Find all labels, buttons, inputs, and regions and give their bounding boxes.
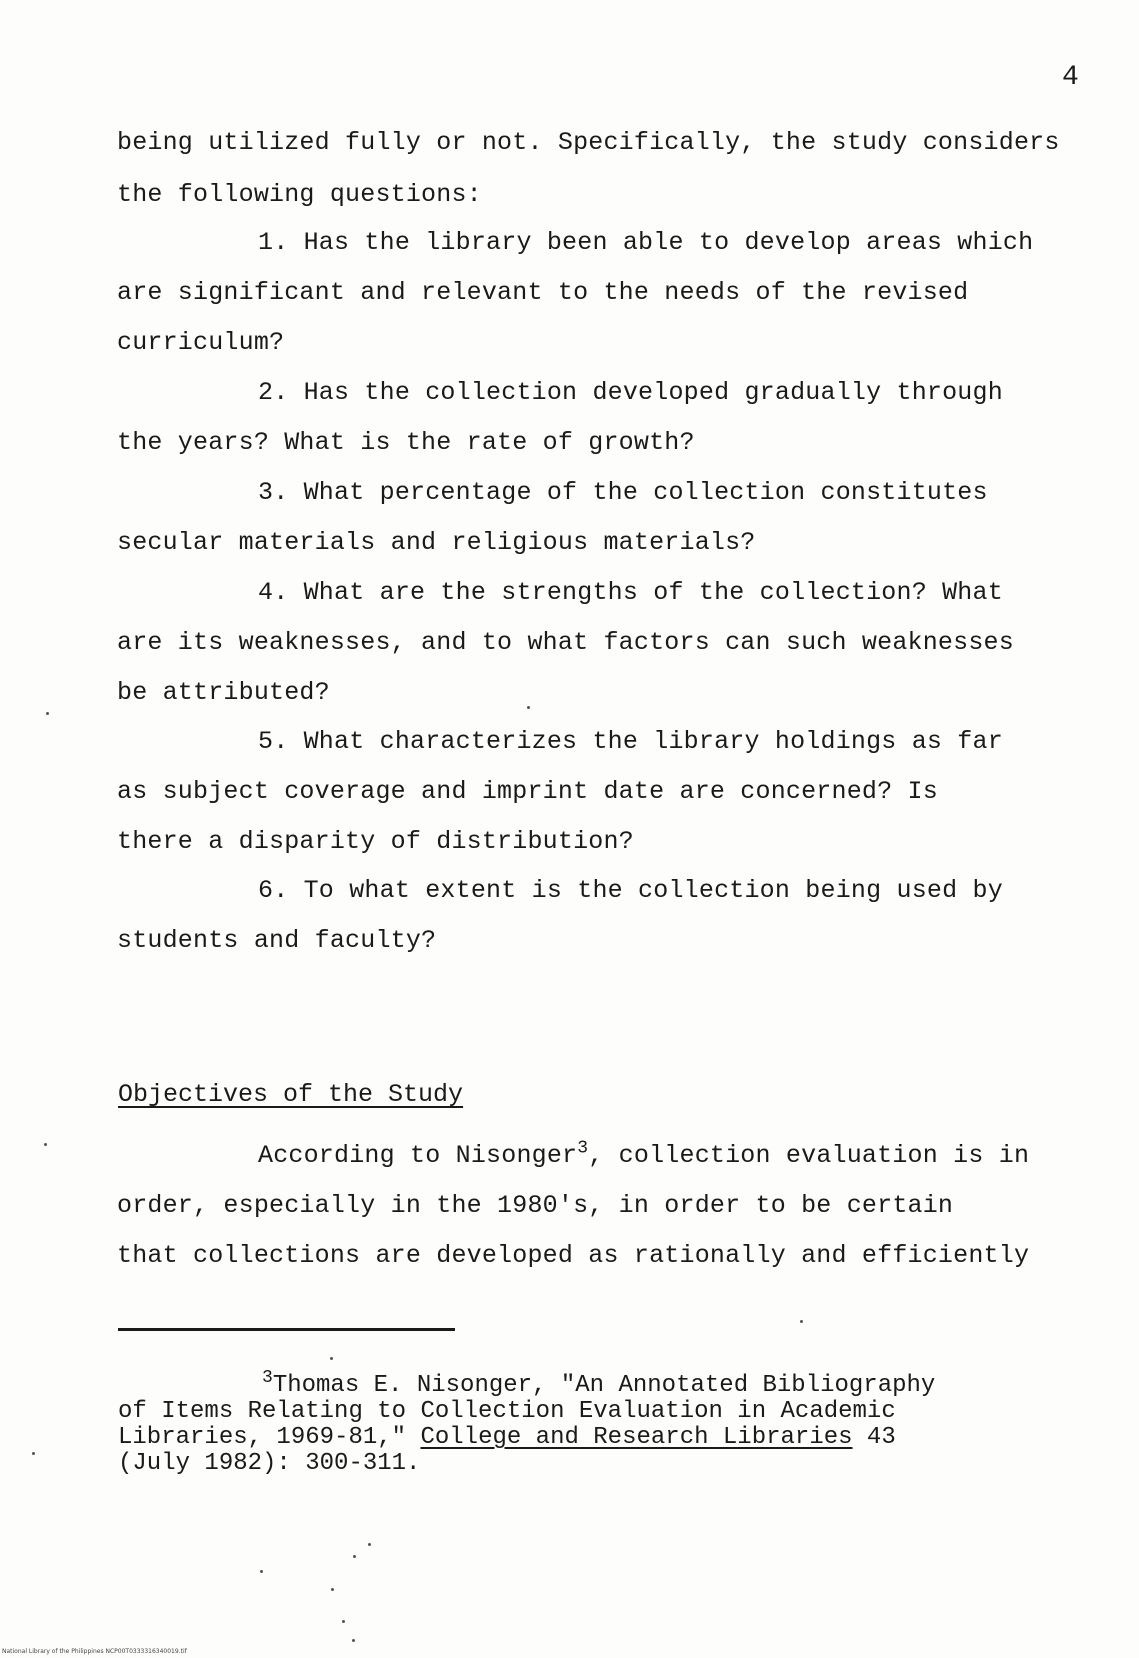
scan-speck [368,1543,371,1546]
paragraph-text: According to Nisonger [258,1141,578,1170]
body-line: curriculum? [117,328,285,357]
journal-title: College and Research Libraries [420,1424,853,1451]
footnote-text: 43 [852,1424,896,1451]
footnote-marker: 3 [262,1368,273,1388]
body-line: are significant and relevant to the needs of the revised [117,278,969,307]
paragraph-text: , collection evaluation is in [588,1141,1030,1170]
paragraph-line [258,1138,1030,1170]
body-line: there a disparity of distribution? [117,827,634,856]
scan-speck [352,1639,355,1642]
body-line: as subject coverage and imprint date are concerned? Is [117,777,938,806]
page-number: 4 [1062,62,1079,93]
body-line: are its weaknesses, and to what factors can such weaknesses [117,628,1014,657]
scan-speck [342,1620,345,1623]
scan-speck [44,1143,47,1146]
archive-caption: National Library of the Philippines NCP00T0333316340019.tif [2,1648,187,1655]
footnote-rule [118,1328,455,1331]
body-line: be attributed? [117,678,330,707]
scan-speck [330,1357,333,1360]
body-line: the following questions: [117,180,482,209]
scan-speck [32,1452,35,1455]
scan-speck [800,1320,803,1323]
body-line: students and faculty? [117,926,437,955]
question-4: 4. What are the strengths of the collection? What [258,578,1003,607]
footnote-line: of Items Relating to Collection Evaluation in Academic [118,1398,896,1425]
scan-speck [527,706,530,709]
question-3: 3. What percentage of the collection constitutes [258,478,988,507]
footnote-line [262,1368,936,1399]
footnote-text: Thomas E. Nisonger, "An Annotated Bibliography [272,1372,936,1399]
section-heading: Objectives of the Study [118,1080,464,1109]
footnote-text: Libraries, 1969-81," [118,1424,421,1451]
footnote-reference: 3 [577,1138,589,1159]
body-line: being utilized fully or not. Specifically, the study considers [117,128,1060,157]
scan-speck [260,1570,263,1573]
paragraph-line: that collections are developed as rationally and efficiently [117,1241,1030,1270]
paragraph-line: order, especially in the 1980's, in order to be certain [117,1191,954,1220]
scan-speck [46,712,49,715]
footnote-line: (July 1982): 300-311. [118,1450,421,1477]
body-line: the years? What is the rate of growth? [117,428,695,457]
scan-speck [331,1588,334,1591]
question-5: 5. What characterizes the library holdings as far [258,727,1003,756]
question-1: 1. Has the library been able to develop areas which [258,228,1034,257]
footnote-line [118,1426,896,1450]
scan-speck [353,1555,356,1558]
body-line: secular materials and religious materials? [117,528,756,557]
question-2: 2. Has the collection developed gradually through [258,378,1003,407]
question-6: 6. To what extent is the collection being used by [258,876,1003,905]
